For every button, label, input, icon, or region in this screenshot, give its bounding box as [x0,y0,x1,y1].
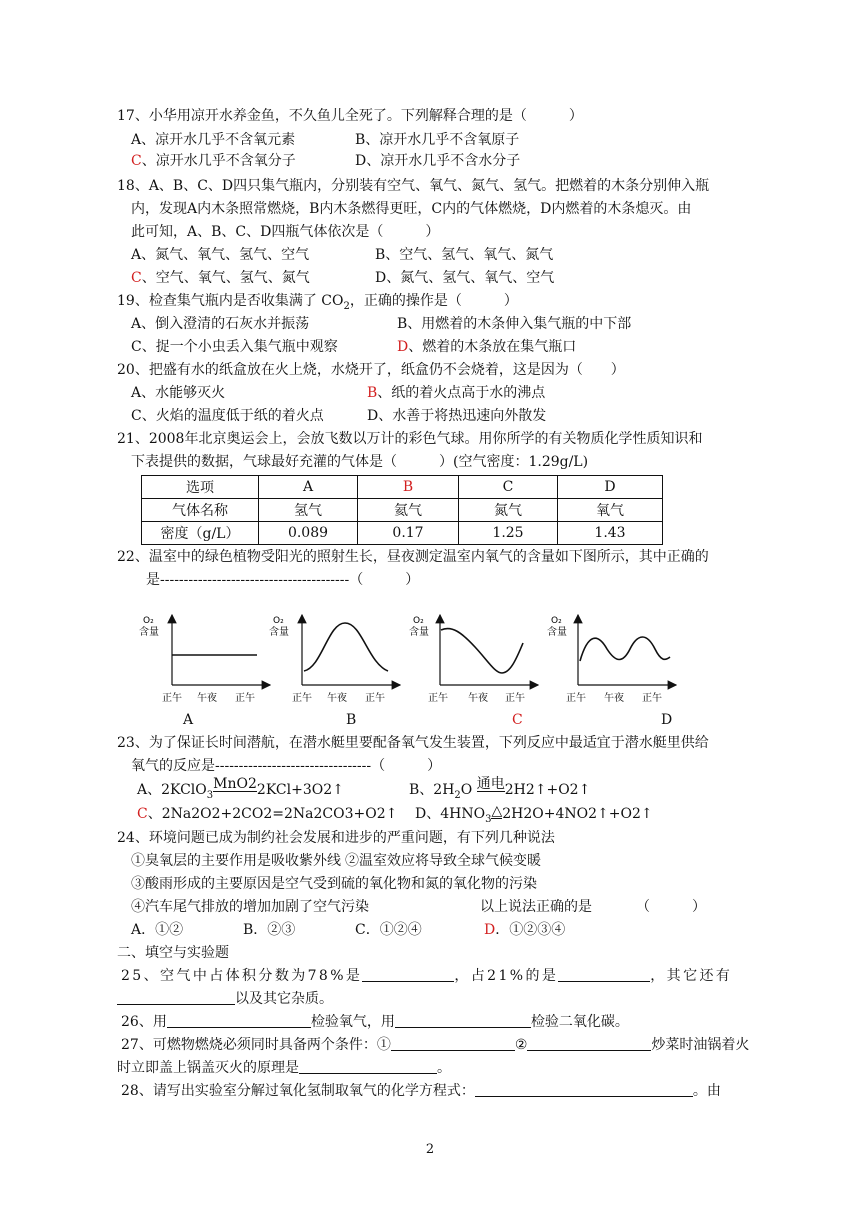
y-axis-label: O₂ [551,616,562,626]
answer-mark: C [137,806,148,822]
q18-stem-line1: 18、A、B、C、D四只集气瓶内，分别装有空气、氧气、氮气、氢气。把燃着的木条分别伸入瓶 [117,178,710,194]
equation-text: 2H2↑+O2↑ [504,782,591,798]
subscript: 2 [454,789,461,801]
prompt-text: 检验二氧化碳。 [530,1014,629,1030]
q18-option-b: B、空气、氢气、氧气、氮气 [375,247,554,263]
table-cell: 1.43 [558,522,663,545]
heat-symbol: △ [491,803,503,819]
q22-stem-line1: 22、温室中的绿色植物受阳光的照射生长，昼夜测定温室内氧气的含量如下图所示，其中正确的 [117,549,709,565]
y-axis-label: 含量 [547,627,567,638]
q19-option-d [397,337,576,357]
q27-line1 [121,1035,749,1055]
q20-stem: 20、把盛有水的纸盒放在火上烧，水烧开了，纸盒仍不会烧着，这是因为（ ） [117,362,625,378]
prompt-text: 以及其它杂质。 [235,991,333,1007]
table-cell: D [558,476,663,499]
q24-answer-paren: （ ） [636,899,706,915]
equation-text: B、2H [409,782,455,798]
q23-option-d [415,804,653,830]
x-tick-label: 正午 [566,693,586,704]
answer-mark: B [367,385,378,401]
curve-line [441,629,523,673]
graph-letter-d: D [661,712,673,728]
option-text: ．①②③④ [495,922,566,938]
q28-line [121,1081,721,1101]
q27-line2 [117,1058,451,1078]
q17-option-c [131,151,296,171]
q18-stem-line3: 此可知，A、B、C、D四瓶气体依次是（ ） [131,224,440,240]
table-cell: 氦气 [358,499,459,522]
q25-line1 [121,966,732,986]
option-text: 、燃着的木条放在集气瓶口 [408,339,577,355]
prompt-text: 28、请写出实验室分解过氧化氢制取氧气的化学方程式： [121,1083,475,1099]
table-cell: C [459,476,558,499]
q24-option-b: B．②③ [243,922,296,938]
q24-stem: 24、环境问题已成为制约社会发展和进步的严重问题，有下列几种说法 [117,830,555,846]
table-cell: B [358,476,459,499]
q21-stem-line1: 21、2008年北京奥运会上，会放飞数以万计的彩色气球。用你所学的有关物质化学性质知识和 [117,431,703,447]
x-tick-label: 午夜 [197,693,217,704]
q20-option-c: C、火焰的温度低于纸的着火点 [131,408,324,424]
answer-mark: C [131,270,142,286]
x-tick-label: 正午 [505,693,525,704]
q18-stem-line2: 内，发现A内木条照常燃烧，B内木条燃得更旺，C内的气体燃烧，D内燃着的木条熄灭。由 [131,201,692,217]
q20-option-d: D、水善于将热迅速向外散发 [367,408,547,424]
q19-option-a: A、倒入澄清的石灰水并振荡 [131,316,310,332]
equation-text: 2KCl+3O2↑ [256,782,344,798]
y-axis-label: 含量 [409,627,429,638]
curve-line [304,623,388,671]
x-tick-label: 正午 [642,693,662,704]
q24-option-a: A．①② [131,922,184,938]
table-cell: 选项 [142,476,259,499]
q21-stem-line2: 下表提供的数据，气球最好充灌的气体是（ ）(空气密度：1.29g/L) [131,454,589,470]
table-row [142,476,663,499]
q24-statement-3: ③酸雨形成的主要原因是空气受到硫的氧化物和氮的氧化物的污染 [131,876,537,892]
answer-mark: C [131,153,142,169]
x-tick-label: 正午 [235,693,255,704]
equation-text: A、2KClO [137,782,207,798]
y-axis-label: O₂ [143,616,154,626]
subscript: 2 [343,300,350,312]
q26-line [121,1012,629,1032]
prompt-text: ，其它还有 [650,968,733,984]
y-axis-label: O₂ [413,616,424,626]
table-cell: 0.17 [358,522,459,545]
answer-blank[interactable] [167,1013,311,1028]
q23-stem-line2: 氧气的反应是---------------------------------（ ） [131,758,442,774]
q19-option-c: C、捉一个小虫丢入集气瓶中观察 [131,339,338,355]
x-tick-label: 正午 [365,693,385,704]
table-cell: A [259,476,358,499]
prompt-text: 检验氧气，用 [310,1014,395,1030]
answer-blank[interactable] [391,1036,515,1051]
x-tick-label: 正午 [428,693,448,704]
q24-statement-2: ②温室效应将导致全球气候变暖 [345,853,541,869]
q23-option-b [409,776,591,806]
prompt-text: 。由 [692,1083,721,1099]
x-tick-label: 午夜 [604,693,624,704]
prompt-text: 。 [437,1060,451,1076]
x-tick-label: 正午 [162,693,182,704]
q24-option-d [484,920,565,940]
table-cell: 气体名称 [142,499,259,522]
q24-statement-1: ①臭氧层的主要作用是吸收紫外线 [131,853,341,869]
page-number: 2 [425,1142,435,1157]
q20-option-a: A、水能够灭火 [131,385,226,401]
q24-statement-4: ④汽车尾气排放的增加加剧了空气污染 [131,899,369,915]
answer-blank[interactable] [117,990,235,1005]
table-cell: 1.25 [459,522,558,545]
q17-option-a: A、凉开水几乎不含氧元素 [131,132,296,148]
table-cell: 密度（g/L） [142,522,259,545]
answer-blank[interactable] [527,1036,651,1051]
prompt-text: 25、空气中占体积分数为78%是 [121,968,363,984]
prompt-text: 26、用 [121,1014,167,1030]
table-row [142,522,663,545]
y-axis-label: 含量 [139,627,159,638]
table-cell: 氢气 [259,499,358,522]
equation-text: 、2Na2O2+2CO2=2Na2CO3+O2↑ [147,806,398,822]
q24-option-c: C．①②④ [355,922,422,938]
answer-blank[interactable] [362,967,454,982]
option-text: 、空气、氧气、氢气、氮气 [141,270,310,286]
option-text: 、纸的着火点高于水的沸点 [377,385,546,401]
x-tick-label: 午夜 [468,693,488,704]
q25-line2 [117,989,333,1009]
answer-blank[interactable] [395,1013,531,1028]
y-axis-label: O₂ [273,616,284,626]
subscript: 3 [485,813,492,825]
graph-b [269,615,400,704]
graph-c [409,615,538,704]
prompt-text: 27、可燃物燃烧必须同时具备两个条件：① [121,1037,391,1053]
q20-option-b [367,383,545,403]
stem-text: ，正确的操作是（ ） [349,293,518,309]
graph-letter-a: A [183,712,194,728]
equation-text: 2H2O+4NO2↑+O2↑ [502,806,653,822]
q18-option-a: A、氮气、氧气、氢气、空气 [131,247,310,263]
condition-label: 通电 [476,776,505,792]
answer-blank[interactable] [475,1082,693,1097]
gas-density-table [141,475,663,545]
equation-text: D、4HNO [415,806,486,822]
x-tick-label: 午夜 [327,693,347,704]
prompt-text: 炒菜时油锅着火 [651,1037,750,1053]
answer-mark: D [397,339,409,355]
x-tick-label: 正午 [292,693,312,704]
answer-blank[interactable] [558,967,650,982]
q19-option-b: B、用燃着的木条伸入集气瓶的中下部 [397,316,632,332]
answer-mark: D [484,922,496,938]
q17-option-d: D、凉开水几乎不含水分子 [355,153,521,169]
q22-stem-line2: 是----------------------------------------（ ） [146,572,420,588]
section-heading: 二、填空与实验题 [117,945,229,961]
q23-option-c [137,804,397,824]
oxygen-graphs [130,605,690,709]
option-text: 、凉开水几乎不含氧分子 [141,153,296,169]
q17-stem: 17、小华用凉开水养金鱼，不久鱼儿全死了。下列解释合理的是（ ） [117,108,583,124]
table-row [142,499,663,522]
q24-prompt: 以上说法正确的是 [480,899,592,915]
q23-stem-line1: 23、为了保证长时间潜航，在潜水艇里要配备氧气发生装置，下列反应中最适宜于潜水艇里供给 [117,735,709,751]
graph-a [139,615,270,704]
prompt-text: 时立即盖上锅盖灭火的原理是 [117,1060,299,1076]
subscript: 3 [206,789,214,801]
graph-letter-c: C [512,712,523,728]
prompt-text: ，占21%的是 [454,968,559,984]
table-cell: 氧气 [558,499,663,522]
graph-d [547,615,676,704]
answer-blank[interactable] [299,1059,437,1074]
curve-line [580,637,670,661]
catalyst-label: MnO2 [213,776,257,792]
prompt-text: ② [514,1037,528,1053]
y-axis-label: 含量 [269,627,289,638]
q18-option-c [131,268,310,288]
table-cell: 氮气 [459,499,558,522]
q23-option-a [137,776,344,806]
q18-option-d: D、氮气、氢气、氧气、空气 [375,270,555,286]
q17-option-b: B、凉开水几乎不含氧原子 [355,132,520,148]
table-cell: 0.089 [259,522,358,545]
q19-stem [117,291,518,317]
graph-letter-b: B [346,712,357,728]
stem-text: 19、检查集气瓶内是否收集满了 CO [117,293,344,309]
equation-text: O [460,782,473,798]
